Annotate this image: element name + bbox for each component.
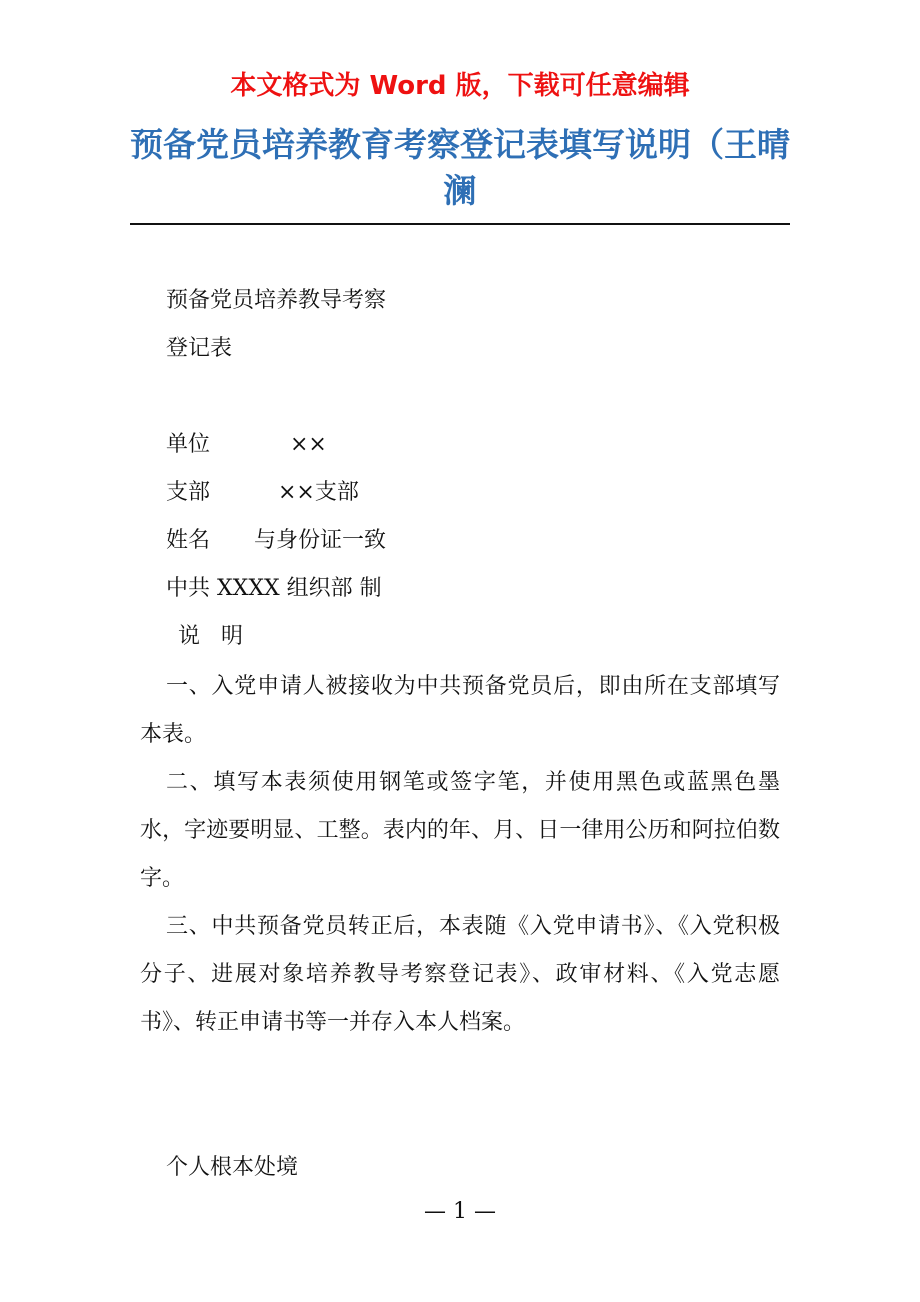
unit-value: ×× — [290, 432, 327, 457]
form-title-line2: 登记表 — [166, 336, 233, 361]
document-title: 预备党员培养教育考察登记表填写说明（王晴澜 — [130, 125, 790, 210]
title-divider — [130, 223, 790, 225]
form-title-line1: 预备党员培养教导考察 — [166, 288, 387, 313]
name-value: 与身份证一致 — [254, 528, 387, 553]
branch-label: 支部 — [166, 480, 211, 505]
instruction-item-1: 一、入党申请人被接收为中共预备党员后，即由所在支部填写本表。 — [140, 674, 780, 747]
issuer-line: 中共 XXXX 组织部 制 — [166, 576, 382, 601]
section-heading: 个人根本处境 — [166, 1155, 299, 1180]
format-notice-banner: 本文格式为 Word 版，下载可任意编辑 — [230, 71, 690, 101]
instructions-heading: 说 明 — [178, 624, 243, 649]
name-label: 姓名 — [166, 528, 211, 553]
unit-label: 单位 — [166, 432, 211, 457]
instruction-item-3: 三、中共预备党员转正后，本表随《入党申请书》、《入党积极分子、进展对象培养教导考察登记表》、政审材料、《入党志愿书》、转正申请书等一并存入本人档案。 — [140, 914, 780, 1035]
branch-value: ××支部 — [278, 480, 359, 505]
instruction-item-2: 二、填写本表须使用钢笔或签字笔，并使用黑色或蓝黑色墨水，字迹要明显、工整。表内的年、月、日一律用公历和阿拉伯数字。 — [140, 770, 780, 891]
page-number: — 1 — — [424, 1199, 496, 1224]
